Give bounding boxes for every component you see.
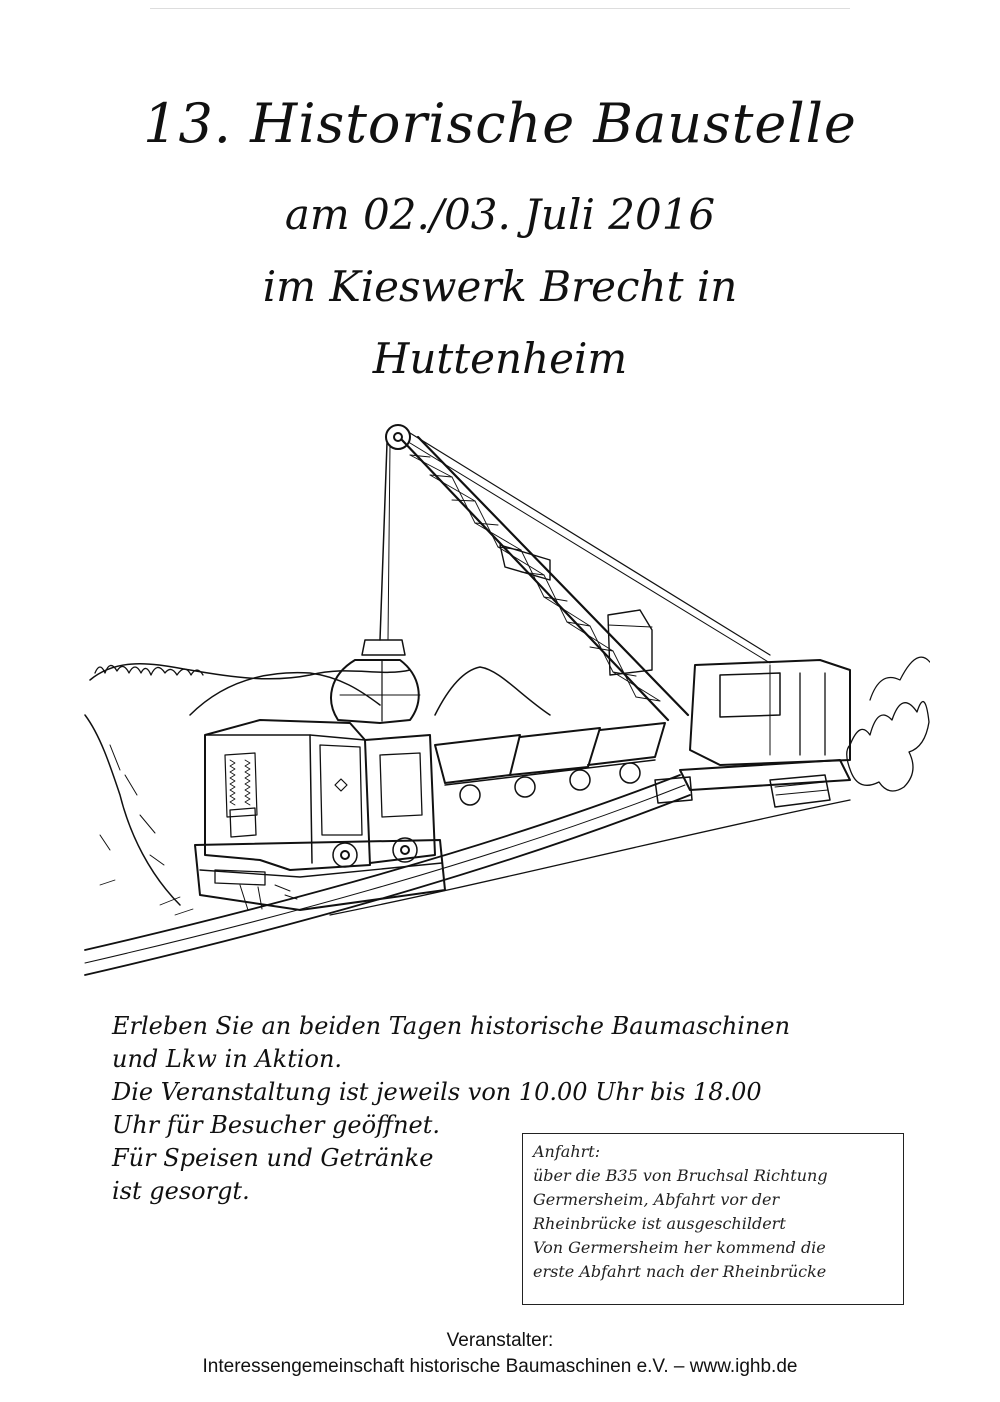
directions-line: erste Abfahrt nach der Rheinbrücke — [533, 1262, 827, 1281]
description-line: Für Speisen und Getränke — [112, 1144, 434, 1172]
description-line: und Lkw in Aktion. — [112, 1045, 343, 1073]
excavator-locomotive-drawing — [80, 415, 930, 990]
directions-line: über die B35 von Bruchsal Richtung — [533, 1166, 828, 1185]
event-date: am 02./03. Juli 2016 — [284, 190, 716, 239]
description-line: Die Veranstaltung ist jeweils von 10.00 Uhr bis 18.00 — [112, 1078, 762, 1106]
directions-line: Von Germersheim her kommend die — [533, 1238, 826, 1257]
directions-heading: Anfahrt: — [533, 1142, 601, 1161]
organizer-name: Interessengemeinschaft historische Baumaschinen e.V. – www.ighb.de — [202, 1356, 798, 1377]
event-venue: im Kieswerk Brecht in — [262, 262, 738, 311]
poster-title: 13. Historische Baustelle — [143, 92, 857, 155]
event-town: Huttenheim — [372, 334, 628, 383]
description-line: Erleben Sie an beiden Tagen historische Baumaschinen — [112, 1012, 791, 1040]
directions-box — [522, 1133, 904, 1305]
description-line: ist gesorgt. — [112, 1177, 250, 1205]
organizer-label: Veranstalter: — [446, 1330, 554, 1351]
directions-line: Rheinbrücke ist ausgeschildert — [533, 1214, 786, 1233]
directions-line: Germersheim, Abfahrt vor der — [533, 1190, 780, 1209]
scan-edge-line — [150, 8, 850, 9]
description-line: Uhr für Besucher geöffnet. — [112, 1111, 440, 1139]
